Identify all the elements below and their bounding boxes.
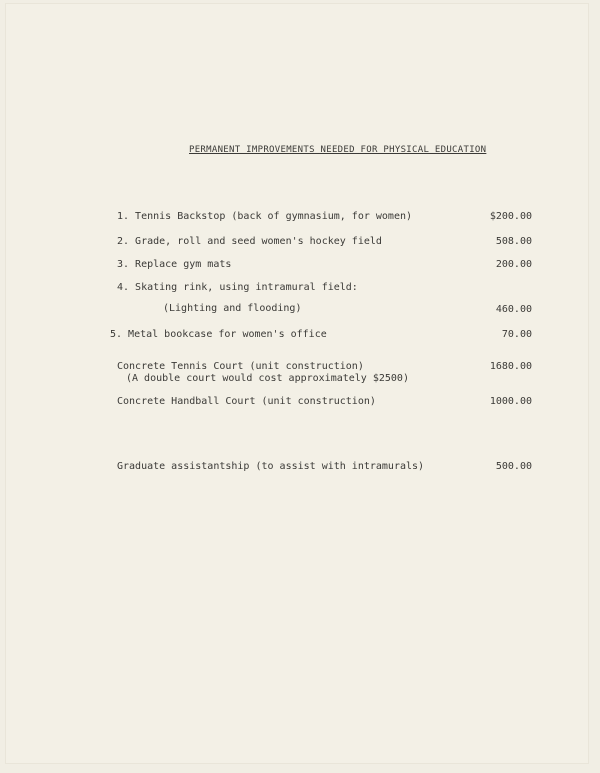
tennis-court-note: (A double court would cost approximately $2500)	[126, 373, 409, 384]
item-3-text: 3. Replace gym mats	[117, 259, 232, 270]
graduate-assistantship-amount: 500.00	[495, 461, 532, 472]
item-1-amount: $200.00	[489, 211, 532, 222]
document-title: PERMANENT IMPROVEMENTS NEEDED FOR PHYSICAL EDUCATION	[189, 145, 487, 155]
tennis-court-text: Concrete Tennis Court (unit construction)	[117, 361, 364, 372]
item-3-amount: 200.00	[495, 259, 532, 270]
graduate-assistantship-text: Graduate assistantship (to assist with intramurals)	[117, 461, 425, 472]
item-2-text: 2. Grade, roll and seed women's hockey field	[117, 236, 382, 247]
tennis-court-amount: 1680.00	[489, 361, 532, 372]
item-5-amount: 70.00	[501, 329, 532, 340]
item-4-subtext: (Lighting and flooding)	[163, 303, 302, 314]
item-5-text: 5. Metal bookcase for women's office	[110, 329, 327, 340]
handball-court-amount: 1000.00	[489, 396, 532, 407]
item-4-amount: 460.00	[495, 304, 532, 315]
handball-court-text: Concrete Handball Court (unit construction)	[117, 396, 376, 407]
item-1-text: 1. Tennis Backstop (back of gymnasium, for women)	[117, 211, 413, 222]
item-2-amount: 508.00	[495, 236, 532, 247]
item-4-text: 4. Skating rink, using intramural field:	[117, 282, 358, 293]
